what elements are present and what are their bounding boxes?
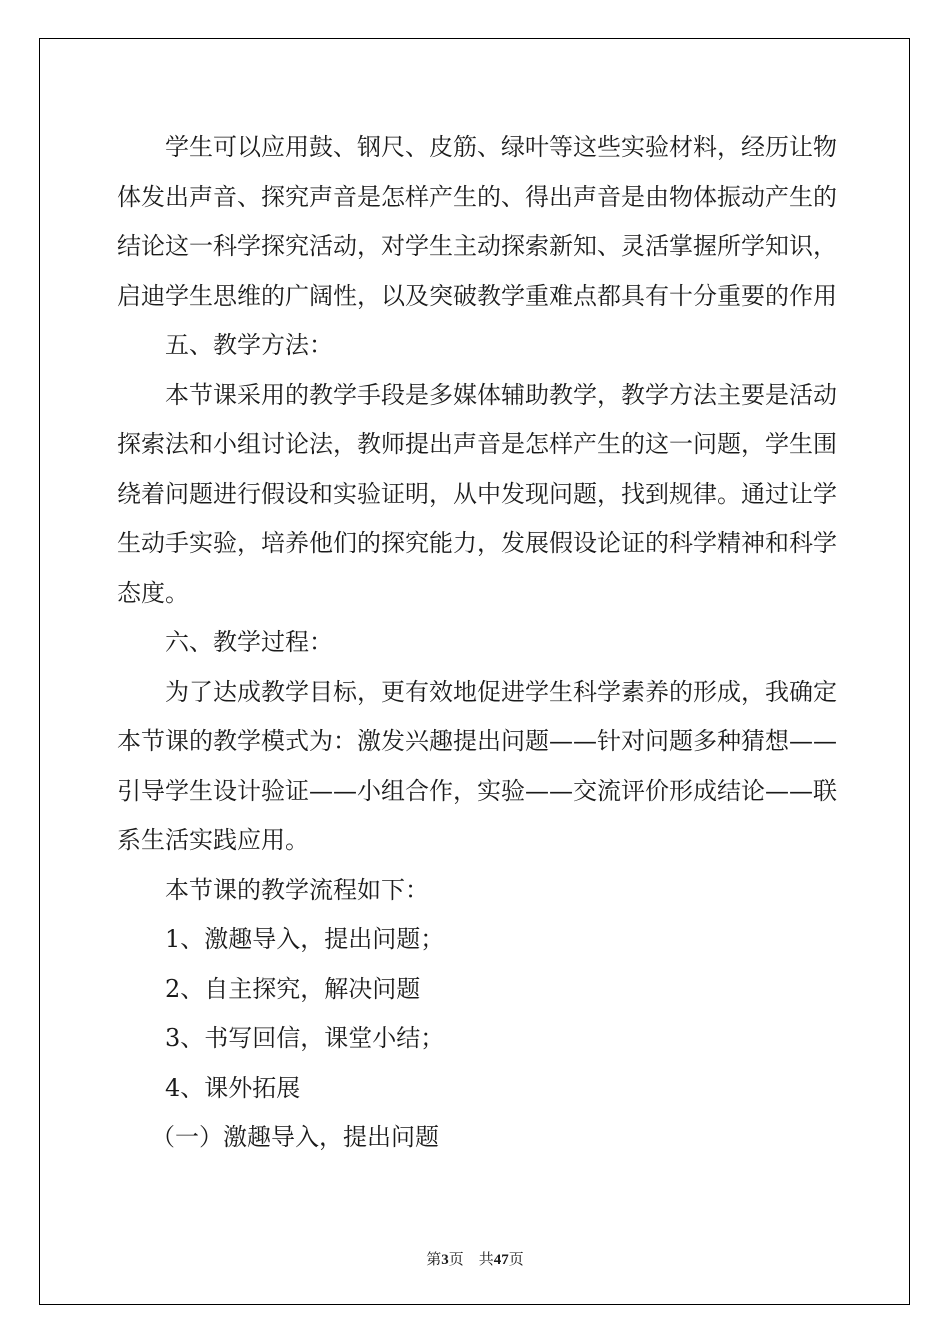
flow-intro: 本节课的教学流程如下： — [165, 875, 429, 904]
page-footer — [0, 1248, 950, 1269]
heading-teaching-process: 六、教学过程： — [165, 628, 333, 656]
sub-heading-intro: （一）激趣导入，提出问题 — [151, 1123, 439, 1151]
document-body — [117, 123, 837, 1163]
heading-teaching-method: 五、教学方法： — [165, 331, 333, 359]
list-item: 1、激趣导入，提出问题； — [165, 925, 445, 953]
paragraph-teaching-method: 本节课采用的教学手段是多媒体辅助教学，教学方法主要是活动探索法和小组讨论法，教师提出声音是怎样产生的这一问题，学生围绕着问题进行假设和实验证明，从中发现问题，找到规律。通过让学生动手实验，培养他们的探究能力，发展假设论证的科学精神和科学态度。 — [117, 380, 837, 607]
paragraph-teaching-mode: 为了达成教学目标，更有效地促进学生科学素养的形成，我确定本节课的教学模式为：激发兴趣提出问题——针对问题多种猜想——引导学生设计验证——小组合作，实验——交流评价形成结论——联系生活实践应用。 — [117, 677, 837, 854]
list-item: 4、课外拓展 — [165, 1073, 301, 1102]
page-suffix: 页 — [448, 1252, 464, 1268]
list-item: 3、书写回信，课堂小结； — [165, 1024, 445, 1052]
page-prefix: 第 — [426, 1252, 442, 1268]
list-item: 2、自主探究，解决问题 — [165, 974, 421, 1003]
paragraph-materials: 学生可以应用鼓、钢尺、皮筋、绿叶等这些实验材料，经历让物体发出声音、探究声音是怎样产生的、得出声音是由物体振动产生的结论这一科学探究活动，对学生主动探索新知、灵活掌握所学知识，启迪学生思维的广阔性，以及突破教学重难点都具有十分重要的作用 — [117, 133, 837, 310]
total-prefix: 共 — [478, 1252, 494, 1268]
total-suffix: 页 — [508, 1252, 524, 1268]
total-pages: 47 — [493, 1252, 509, 1268]
page-number: 3 — [441, 1252, 449, 1268]
